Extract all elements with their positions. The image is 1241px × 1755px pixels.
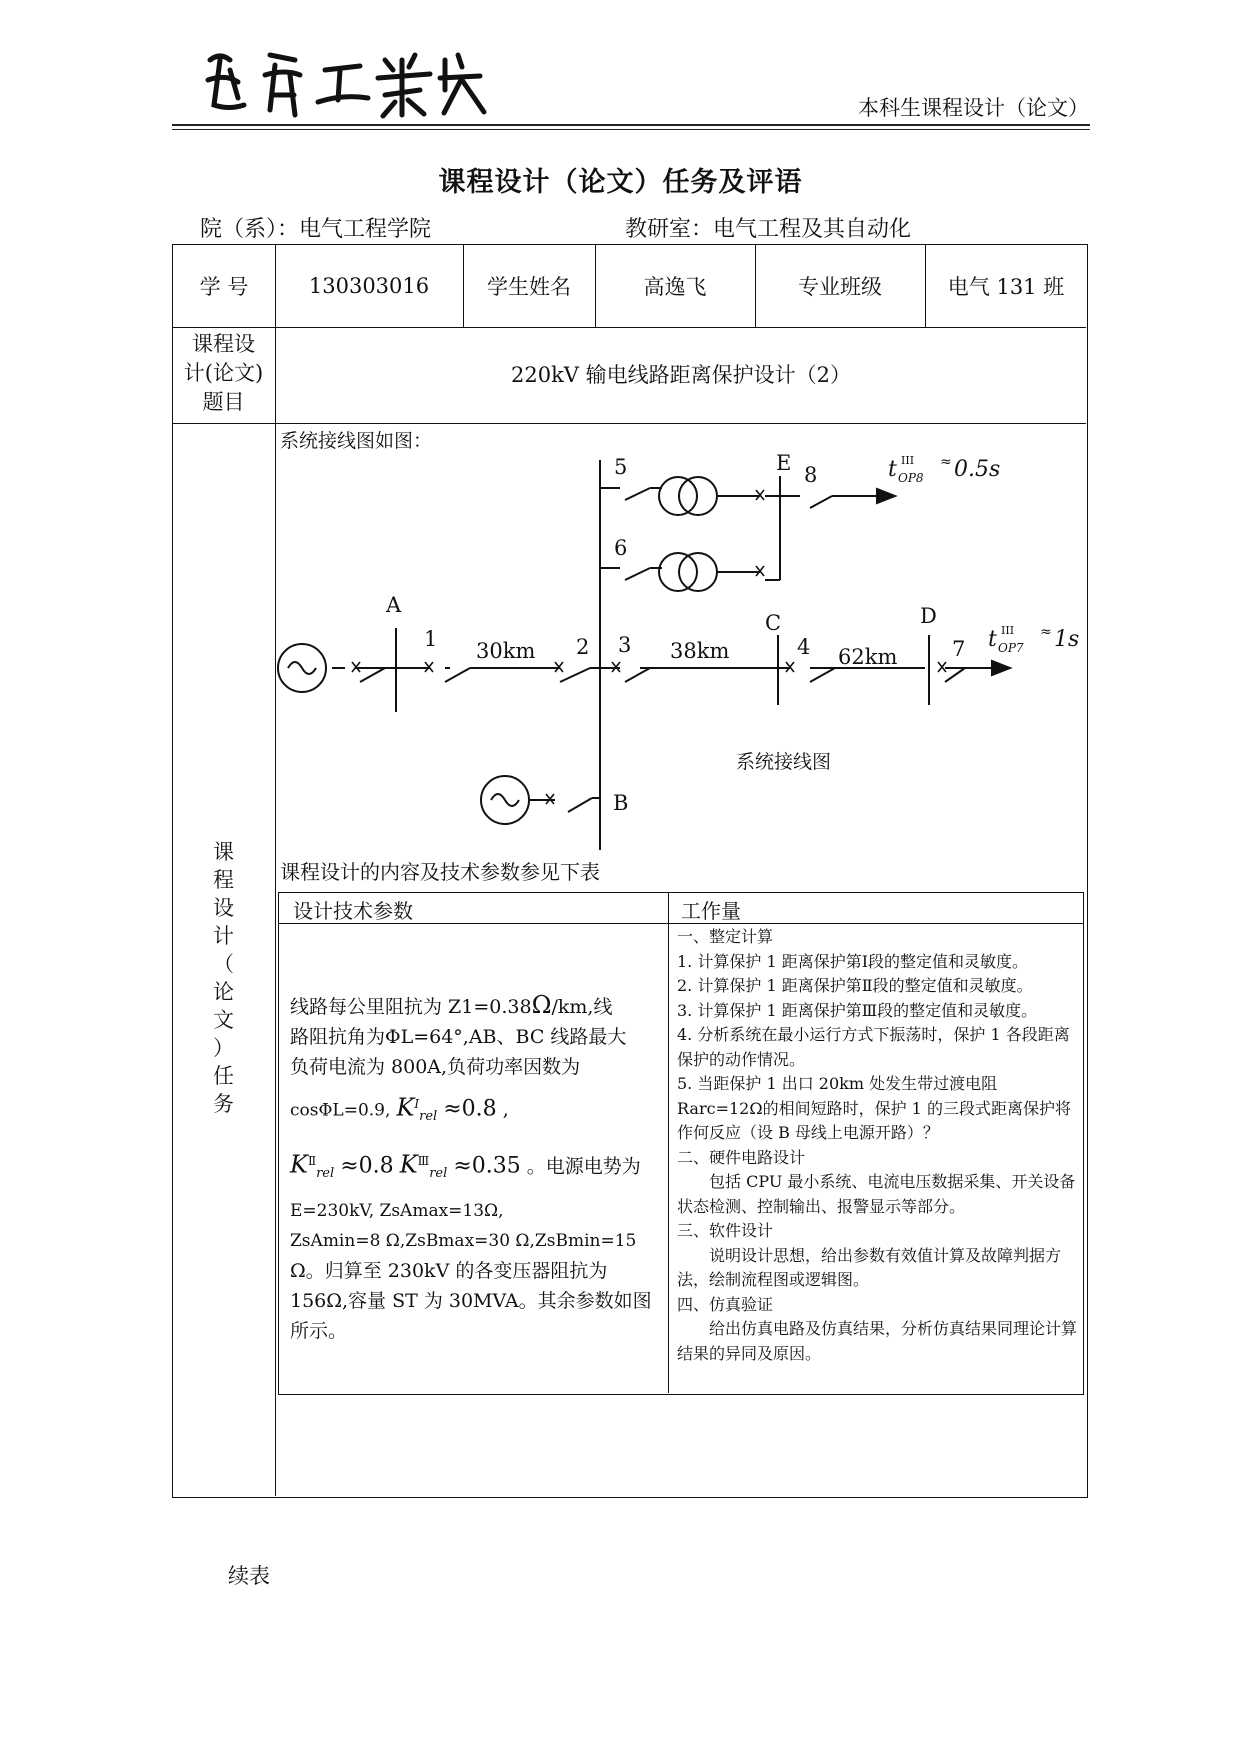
- breaker-label-4: 4: [797, 635, 811, 659]
- task-label-char: 任: [213, 1064, 234, 1088]
- teaching-room: 教研室：电气工程及其自动化: [625, 217, 912, 242]
- section-heading: 一、整定计算: [677, 927, 774, 946]
- approx-sign: ≈: [1040, 624, 1052, 640]
- param-line: 156Ω,容量 ST 为 30MVA。其余参数如图: [290, 1290, 652, 1313]
- university-logo: [200, 40, 500, 120]
- student-id: 130303016: [308, 274, 430, 298]
- column-divider: [275, 245, 276, 1496]
- workload-item: 1. 计算保护 1 距离保护第Ⅰ段的整定值和灵敏度。: [677, 951, 1029, 971]
- param-text: cosΦL=0.9,: [290, 1100, 391, 1121]
- workload-paragraph: 说明设计思想，给出参数有效值计算及故障判据方法，绘制流程图或逻辑图。: [677, 1245, 1062, 1289]
- student-id-label: 学 号: [199, 275, 249, 299]
- task-label-char: 课: [213, 840, 234, 864]
- header-rule-thin: [172, 129, 1090, 130]
- distance-cd: 62km: [838, 645, 898, 669]
- k-symbol: K: [396, 1093, 415, 1122]
- department: 院（系）：电气工程学院: [200, 217, 432, 242]
- logo-text: [200, 40, 206, 41]
- t-op7-value: 1s: [1054, 627, 1080, 652]
- param-line: 所示。: [290, 1320, 348, 1343]
- bus-label-e: E: [776, 451, 792, 475]
- param-text: 。电源电势为: [526, 1155, 641, 1178]
- class-value: 电气 131 班: [947, 275, 1065, 299]
- task-label-char: （: [213, 952, 234, 976]
- diagram-intro: 系统接线图如图：: [280, 430, 433, 452]
- k-sub: rel: [429, 1166, 448, 1182]
- task-label-char: ）: [213, 1036, 234, 1060]
- svg-text:遼寧工業大學: 遼寧工業大學: [200, 40, 206, 41]
- task-label-char: 计: [213, 924, 234, 948]
- bus-label-d: D: [920, 604, 937, 628]
- name-label: 学生姓名: [487, 275, 571, 299]
- student-name: 高逸飞: [643, 275, 707, 299]
- bus-label-c: C: [765, 611, 782, 635]
- task-label-char: 文: [213, 1008, 234, 1032]
- k2-value: ≈0.8: [340, 1153, 394, 1179]
- param-text: 线路每公里阻抗为 Z1=0.38: [290, 996, 532, 1018]
- param-line: 路阻抗角为ΦL=64°,AB、BC 线路最大: [290, 1026, 627, 1048]
- diagram-caption: 系统接线图: [736, 751, 832, 773]
- breaker-label-6: 6: [614, 536, 628, 560]
- system-wiring-diagram: [270, 440, 1085, 860]
- breaker-label-2: 2: [576, 635, 590, 659]
- param-line: 负荷电流为 800A,负荷功率因数为: [290, 1056, 581, 1078]
- workload-item: 2. 计算保护 1 距离保护第Ⅱ段的整定值和灵敏度。: [677, 976, 1033, 995]
- param-line: [290, 1139, 655, 1196]
- topic-label-line: 课程设: [192, 332, 255, 356]
- class-label: 专业班级: [798, 275, 882, 299]
- task-label: [172, 838, 275, 1118]
- k-sup: I: [414, 1097, 420, 1111]
- t-op7-symbol: t: [988, 627, 997, 652]
- t-op8-value: 0.5s: [954, 457, 1001, 482]
- k-symbol: K: [290, 1150, 308, 1179]
- omega-symbol: Ω: [531, 991, 552, 1019]
- param-line: ZsAmin=8 Ω,ZsBmax=30 Ω,ZsBmin=15: [290, 1231, 637, 1252]
- topic-label-line: 题目: [202, 390, 245, 414]
- task-label-char: 务: [213, 1092, 234, 1116]
- column-divider: [668, 893, 669, 1393]
- param-line: cosΦL=0.9, $K^I_{rel} \approx 0.8$ ,: [290, 1093, 509, 1125]
- param-line: [290, 990, 655, 1022]
- col-header-workload: 工作量: [681, 899, 741, 923]
- workload-paragraph: 包括 CPU 最小系统、电流电压数据采集、开关设备状态检测、控制输出、报警显示等部分。: [677, 1172, 1076, 1216]
- task-label-char: 程: [213, 868, 234, 892]
- distance-bc: 38km: [670, 639, 730, 663]
- k3-value: ≈0.35: [453, 1153, 521, 1179]
- content-intro: 课程设计的内容及技术参数参见下表: [280, 860, 600, 884]
- workload-paragraph: 给出仿真电路及仿真结果，分析仿真结果同理论计算结果的异同及原因。: [677, 1319, 1078, 1363]
- breaker-label-3: 3: [618, 633, 632, 657]
- distance-ab: 30km: [476, 639, 536, 663]
- row-divider: [173, 423, 1086, 424]
- param-text: /km,线: [551, 996, 613, 1018]
- t-op7-sub: OP7: [998, 641, 1024, 655]
- breaker-label-5: 5: [614, 455, 628, 479]
- section-heading: 二、硬件电路设计: [677, 1147, 806, 1167]
- task-label-char: 论: [213, 980, 234, 1004]
- document-type: 本科生课程设计（论文）: [858, 96, 1089, 120]
- col-header-params: 设计技术参数: [293, 899, 413, 923]
- t-op8-sup: III: [901, 454, 915, 467]
- k-sup: Ⅲ: [417, 1154, 430, 1169]
- t-op8-symbol: t: [888, 457, 897, 482]
- header-rule: [172, 124, 1090, 126]
- workload-item: 4. 分析系统在最小运行方式下振荡时，保护 1 各段距离保护的动作情况。: [677, 1025, 1070, 1069]
- k1-value: ≈0.8: [443, 1096, 497, 1122]
- k-sub: rel: [316, 1166, 335, 1182]
- breaker-label-1: 1: [424, 627, 438, 651]
- approx-sign: ≈: [940, 454, 952, 470]
- bus-label-b: B: [613, 791, 629, 815]
- t-op7-sup: III: [1001, 624, 1015, 637]
- t-op8-sub: OP8: [898, 471, 924, 485]
- param-line: Ω。归算至 230kV 的各变压器阻抗为: [290, 1260, 608, 1283]
- topic-value: 220kV 输电线路距离保护设计（2）: [510, 363, 851, 387]
- k-symbol: K: [399, 1150, 418, 1179]
- workload-list: [677, 925, 1079, 1366]
- bus-label-a: A: [386, 593, 402, 617]
- section-heading: 四、仿真验证: [677, 1294, 774, 1314]
- design-parameters: [290, 990, 655, 1346]
- topic-label-line: 计(论文): [183, 361, 264, 385]
- breaker-label-8: 8: [804, 463, 818, 487]
- topic-label: [172, 330, 275, 417]
- task-label-char: 设: [213, 896, 234, 920]
- section-heading: 三、软件设计: [677, 1221, 774, 1240]
- workload-item: 3. 计算保护 1 距离保护第Ⅲ段的整定值和灵敏度。: [677, 1000, 1038, 1020]
- continued-label: 续表: [228, 1564, 270, 1588]
- k-sup: Ⅱ: [307, 1154, 317, 1169]
- k-sub: rel: [419, 1109, 438, 1125]
- workload-item: 5. 当距保护 1 出口 20km 处发生带过渡电阻 Rarc=12Ω的相间短路时，保护 1 的三段式距离保护将作何反应（设 B 母线上电源开路）？: [677, 1074, 1071, 1142]
- breaker-label-7: 7: [952, 637, 966, 661]
- param-line: E=230kV, ZsAmax=13Ω,: [290, 1201, 504, 1222]
- page-title: 课程设计（论文）任务及评语: [438, 167, 803, 198]
